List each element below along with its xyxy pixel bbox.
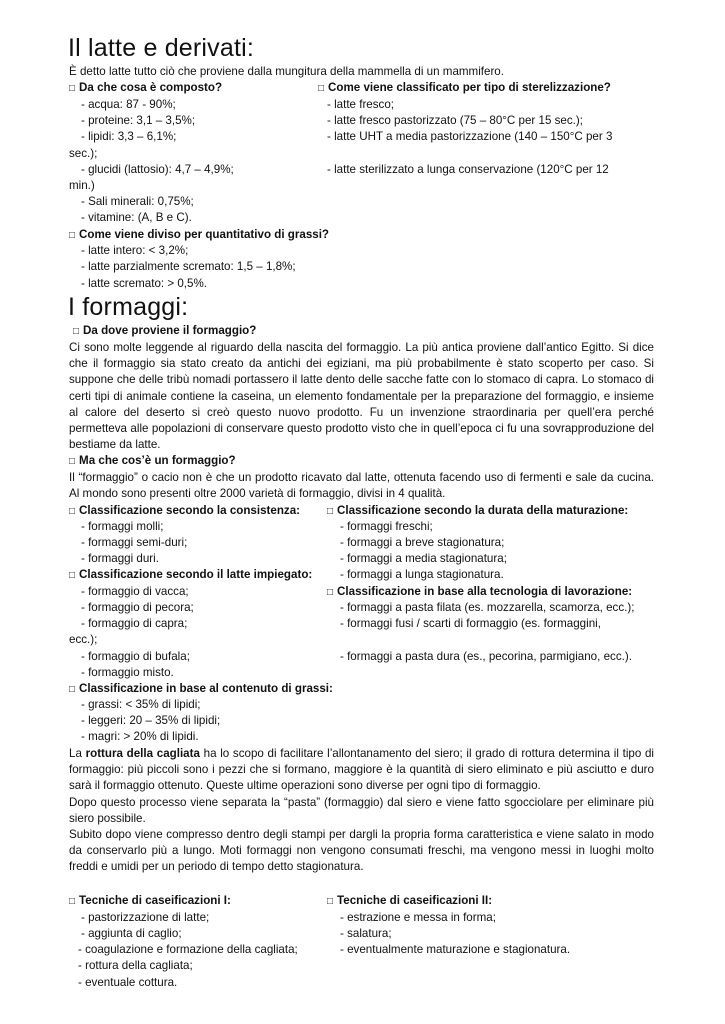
checkbox-icon: □: [69, 570, 76, 581]
paragraph-siero: Dopo questo processo viene separata la “pasta” (formaggio) dal siero e viene fatto sgocciolare per eliminare più siero possibile.: [69, 795, 654, 825]
heading-text: Da dove proviene il formaggio?: [83, 324, 257, 337]
list-item: - Sali minerali: 0,75%;: [81, 195, 194, 208]
list-item: - latte fresco pastorizzato (75 – 80°C per 15 sec.);: [327, 114, 583, 127]
cagliata-text-after: ha lo scopo di facilitare l’allontanamento del siero; il grado di rottura determina il tipo di formaggio: più piccoli sono i pezzi che si formano, maggiore è la quantità di siero eliminato e più asciutto e duro sarà il formaggio ottenuto. Queste ultime operazioni sono diverse per ogni tipo di formaggio.: [69, 747, 655, 793]
list-item: - grassi: < 35% di lipidi;: [81, 698, 201, 711]
list-item: - coagulazione e formazione della cagliata;: [78, 943, 298, 956]
heading-text: Classificazione secondo la consistenza:: [79, 504, 301, 517]
checkbox-icon: □: [69, 506, 76, 517]
list-item: - formaggi freschi;: [340, 520, 433, 533]
list-item: - formaggi a pasta dura (es., pecorina, parmigiano, ecc.).: [340, 650, 632, 663]
heading-contenuto-grassi: [69, 681, 333, 698]
heading-provenienza: [73, 323, 256, 340]
heading-tecniche-1: [69, 893, 231, 910]
checkbox-icon: □: [318, 83, 325, 94]
list-item: - leggeri: 20 – 35% di lipidi;: [81, 714, 221, 727]
heading-text: Classificazione secondo la durata della maturazione:: [337, 504, 629, 517]
list-item-wrap: sec.);: [69, 147, 98, 160]
list-item: - salatura;: [340, 927, 392, 940]
list-item: - formaggio di capra;: [81, 617, 188, 630]
heading-tecnologia: [327, 584, 632, 601]
paragraph-cagliata: [69, 746, 654, 876]
list-item-wrap: ecc.);: [69, 633, 98, 646]
list-item: - vitamine: (A, B e C).: [81, 211, 192, 224]
list-item: - acqua: 87 - 90%;: [81, 98, 176, 111]
heading-tecniche-2: [327, 893, 492, 910]
list-item: - latte fresco;: [327, 98, 395, 111]
title-latte: Il latte e derivati:: [68, 34, 255, 62]
checkbox-icon: □: [327, 506, 334, 517]
list-item: - formaggi duri.: [81, 552, 159, 565]
list-item: - formaggi semi-duri;: [81, 536, 188, 549]
checkbox-icon: □: [69, 684, 76, 695]
heading-text: Classificazione in base al contenuto di grassi:: [79, 682, 333, 695]
list-item: - eventuale cottura.: [78, 976, 178, 989]
latte-intro: È detto latte tutto ciò che proviene dalla mungitura della mammella di un mammifero.: [69, 65, 504, 78]
list-item: - formaggi a pasta filata (es. mozzarella, scamorza, ecc.);: [340, 601, 635, 614]
list-item: - formaggio di bufala;: [81, 650, 190, 663]
heading-sterilizzazione: [318, 80, 611, 97]
heading-definizione: [69, 453, 236, 470]
heading-grassi-latte: [69, 227, 329, 244]
heading-maturazione: [327, 503, 628, 520]
list-item: - formaggi fusi / scarti di formaggio (es. formaggini,: [340, 617, 601, 630]
list-item: - glucidi (lattosio): 4,7 – 4,9%;: [81, 163, 234, 176]
heading-text: Tecniche di caseificazioni I:: [79, 894, 231, 907]
heading-text: Come viene classificato per tipo di sterelizzazione?: [328, 81, 611, 94]
list-item: - formaggi a breve stagionatura;: [340, 536, 505, 549]
heading-text: Tecniche di caseificazioni II:: [337, 894, 493, 907]
heading-latte-impiegato: [69, 567, 312, 584]
heading-composizione: [69, 80, 222, 97]
heading-text: Classificazione secondo il latte impiegato:: [79, 568, 313, 581]
heading-consistenza: [69, 503, 300, 520]
list-item: - latte UHT a media pastorizzazione (140 – 150°C per 3: [327, 130, 613, 143]
list-item: - latte parzialmente scremato: 1,5 – 1,8%;: [81, 260, 296, 273]
cagliata-bold-term: rottura della cagliata: [85, 747, 200, 760]
heading-text: Come viene diviso per quantitativo di grassi?: [79, 228, 330, 241]
title-formaggi: I formaggi:: [68, 293, 189, 321]
list-item: - formaggi a lunga stagionatura.: [340, 568, 504, 581]
list-item: - formaggi a media stagionatura;: [340, 552, 507, 565]
list-item-wrap: min.): [69, 179, 95, 192]
paragraph-stagionatura: Subito dopo viene compresso dentro degli stampi per dargli la propria forma caratteristica e viene salato in modo da conservarlo più a lungo. Moti formaggi non vengono consumati freschi, ma vengono messi in luoghi molto freddi e umidi per un periodo di tempo detto stagionatura.: [69, 828, 654, 874]
paragraph-provenienza: Ci sono molte leggende al riguardo della nascita del formaggio. La più antica proviene dall’antico Egitto. Si dice che il formaggio sia stato creato da antichi dei egiziani, ma più probabilmente è stato scoperto per caso. Si suppone che delle tribù nomadi portassero il latte dento delle sacche fatte con lo stomaco di capra. Lo stomaco di certi tipi di animale contiene la caseina, un elemento fondamentale per la preparazione del formaggio, e insieme al calore del deserto si creò questo nuovo prodotto. Fu un invenzione straordinaria per quell’era perché permetteva alle popolazioni di conservare questo prodotto visto che in quell’epoca ci fu una sovrapproduzione del bestiame da latte.: [69, 341, 654, 452]
list-item: - latte scremato: > 0,5%.: [81, 277, 207, 290]
list-item: - pastorizzazione di latte;: [81, 911, 210, 924]
checkbox-icon: □: [327, 587, 334, 598]
list-item: - proteine: 3,1 – 3,5%;: [81, 114, 196, 127]
checkbox-icon: □: [73, 326, 80, 337]
checkbox-icon: □: [69, 230, 76, 241]
checkbox-icon: □: [69, 83, 76, 94]
list-item: - magri: > 20% di lipidi.: [81, 730, 199, 743]
list-item: - eventualmente maturazione e stagionatura.: [340, 943, 571, 956]
checkbox-icon: □: [69, 456, 76, 467]
checkbox-icon: □: [69, 896, 76, 907]
list-item: - latte sterilizzato a lunga conservazione (120°C per 12: [327, 163, 609, 176]
heading-text: Ma che cos’è un formaggio?: [79, 454, 236, 467]
list-item: - latte intero: < 3,2%;: [81, 244, 189, 257]
list-item: - rottura della cagliata;: [78, 959, 193, 972]
list-item: - aggiunta di caglio;: [81, 927, 182, 940]
list-item: - formaggio di vacca;: [81, 585, 189, 598]
list-item: - formaggio misto.: [81, 666, 174, 679]
cagliata-text-before: La: [69, 747, 86, 760]
list-item: - lipidi: 3,3 – 6,1%;: [81, 130, 177, 143]
checkbox-icon: □: [327, 896, 334, 907]
heading-text: Classificazione in base alla tecnologia di lavorazione:: [337, 585, 633, 598]
paragraph-definizione: Il “formaggio” o cacio non è che un prodotto ricavato dal latte, ottenuta facendo uso di fermenti e sale da cucina. Al mondo sono presenti oltre 2000 varietà di formaggio, divisi in 4 qualità.: [69, 471, 654, 501]
heading-text: Da che cosa è composto?: [79, 81, 223, 94]
list-item: - formaggio di pecora;: [81, 601, 194, 614]
list-item: - estrazione e messa in forma;: [340, 911, 496, 924]
list-item: - formaggi molli;: [81, 520, 164, 533]
